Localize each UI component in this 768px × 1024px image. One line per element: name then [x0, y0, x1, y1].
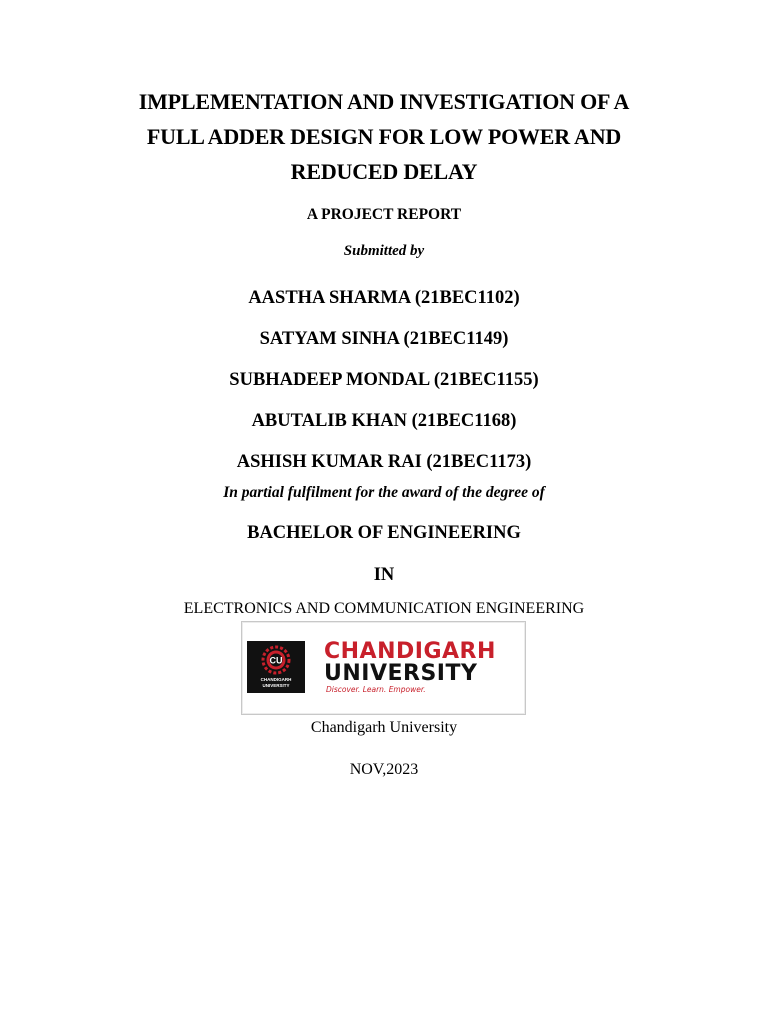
report-type: A PROJECT REPORT: [306, 206, 462, 223]
title-line-3: REDUCED DELAY: [290, 159, 478, 184]
emblem-caption-1: CHANDIGARH: [260, 677, 292, 682]
university-name: Chandigarh University: [310, 719, 458, 736]
author-2: SATYAM SINHA (21BEC1149): [259, 329, 509, 349]
emblem-letters: CU: [269, 655, 283, 666]
in-word: IN: [373, 565, 395, 585]
title-line-2: FULL ADDER DESIGN FOR LOW POWER AND: [146, 124, 622, 149]
cu-emblem-icon: [247, 641, 305, 693]
title-line-1: IMPLEMENTATION AND INVESTIGATION OF A: [138, 89, 630, 114]
logo-tagline: Discover. Learn. Empower.: [326, 685, 426, 694]
author-4: ABUTALIB KHAN (21BEC1168): [251, 411, 517, 431]
author-3: SUBHADEEP MONDAL (21BEC1155): [229, 370, 539, 390]
submission-date: NOV,2023: [349, 761, 419, 778]
wordmark-university: UNIVERSITY: [324, 661, 478, 686]
wordmark-chandigarh: CHANDIGARH: [324, 639, 496, 664]
author-1: AASTHA SHARMA (21BEC1102): [248, 288, 520, 308]
emblem-caption-2: UNIVERSITY: [262, 683, 290, 688]
degree-name: BACHELOR OF ENGINEERING: [247, 523, 521, 543]
university-logo: [241, 621, 526, 715]
branch-name: ELECTRONICS AND COMMUNICATION ENGINEERING: [183, 600, 585, 617]
submitted-by: Submitted by: [343, 243, 425, 259]
author-5: ASHISH KUMAR RAI (21BEC1173): [236, 452, 532, 472]
fulfilment-statement: In partial fulfilment for the award of the degree of: [223, 484, 545, 501]
